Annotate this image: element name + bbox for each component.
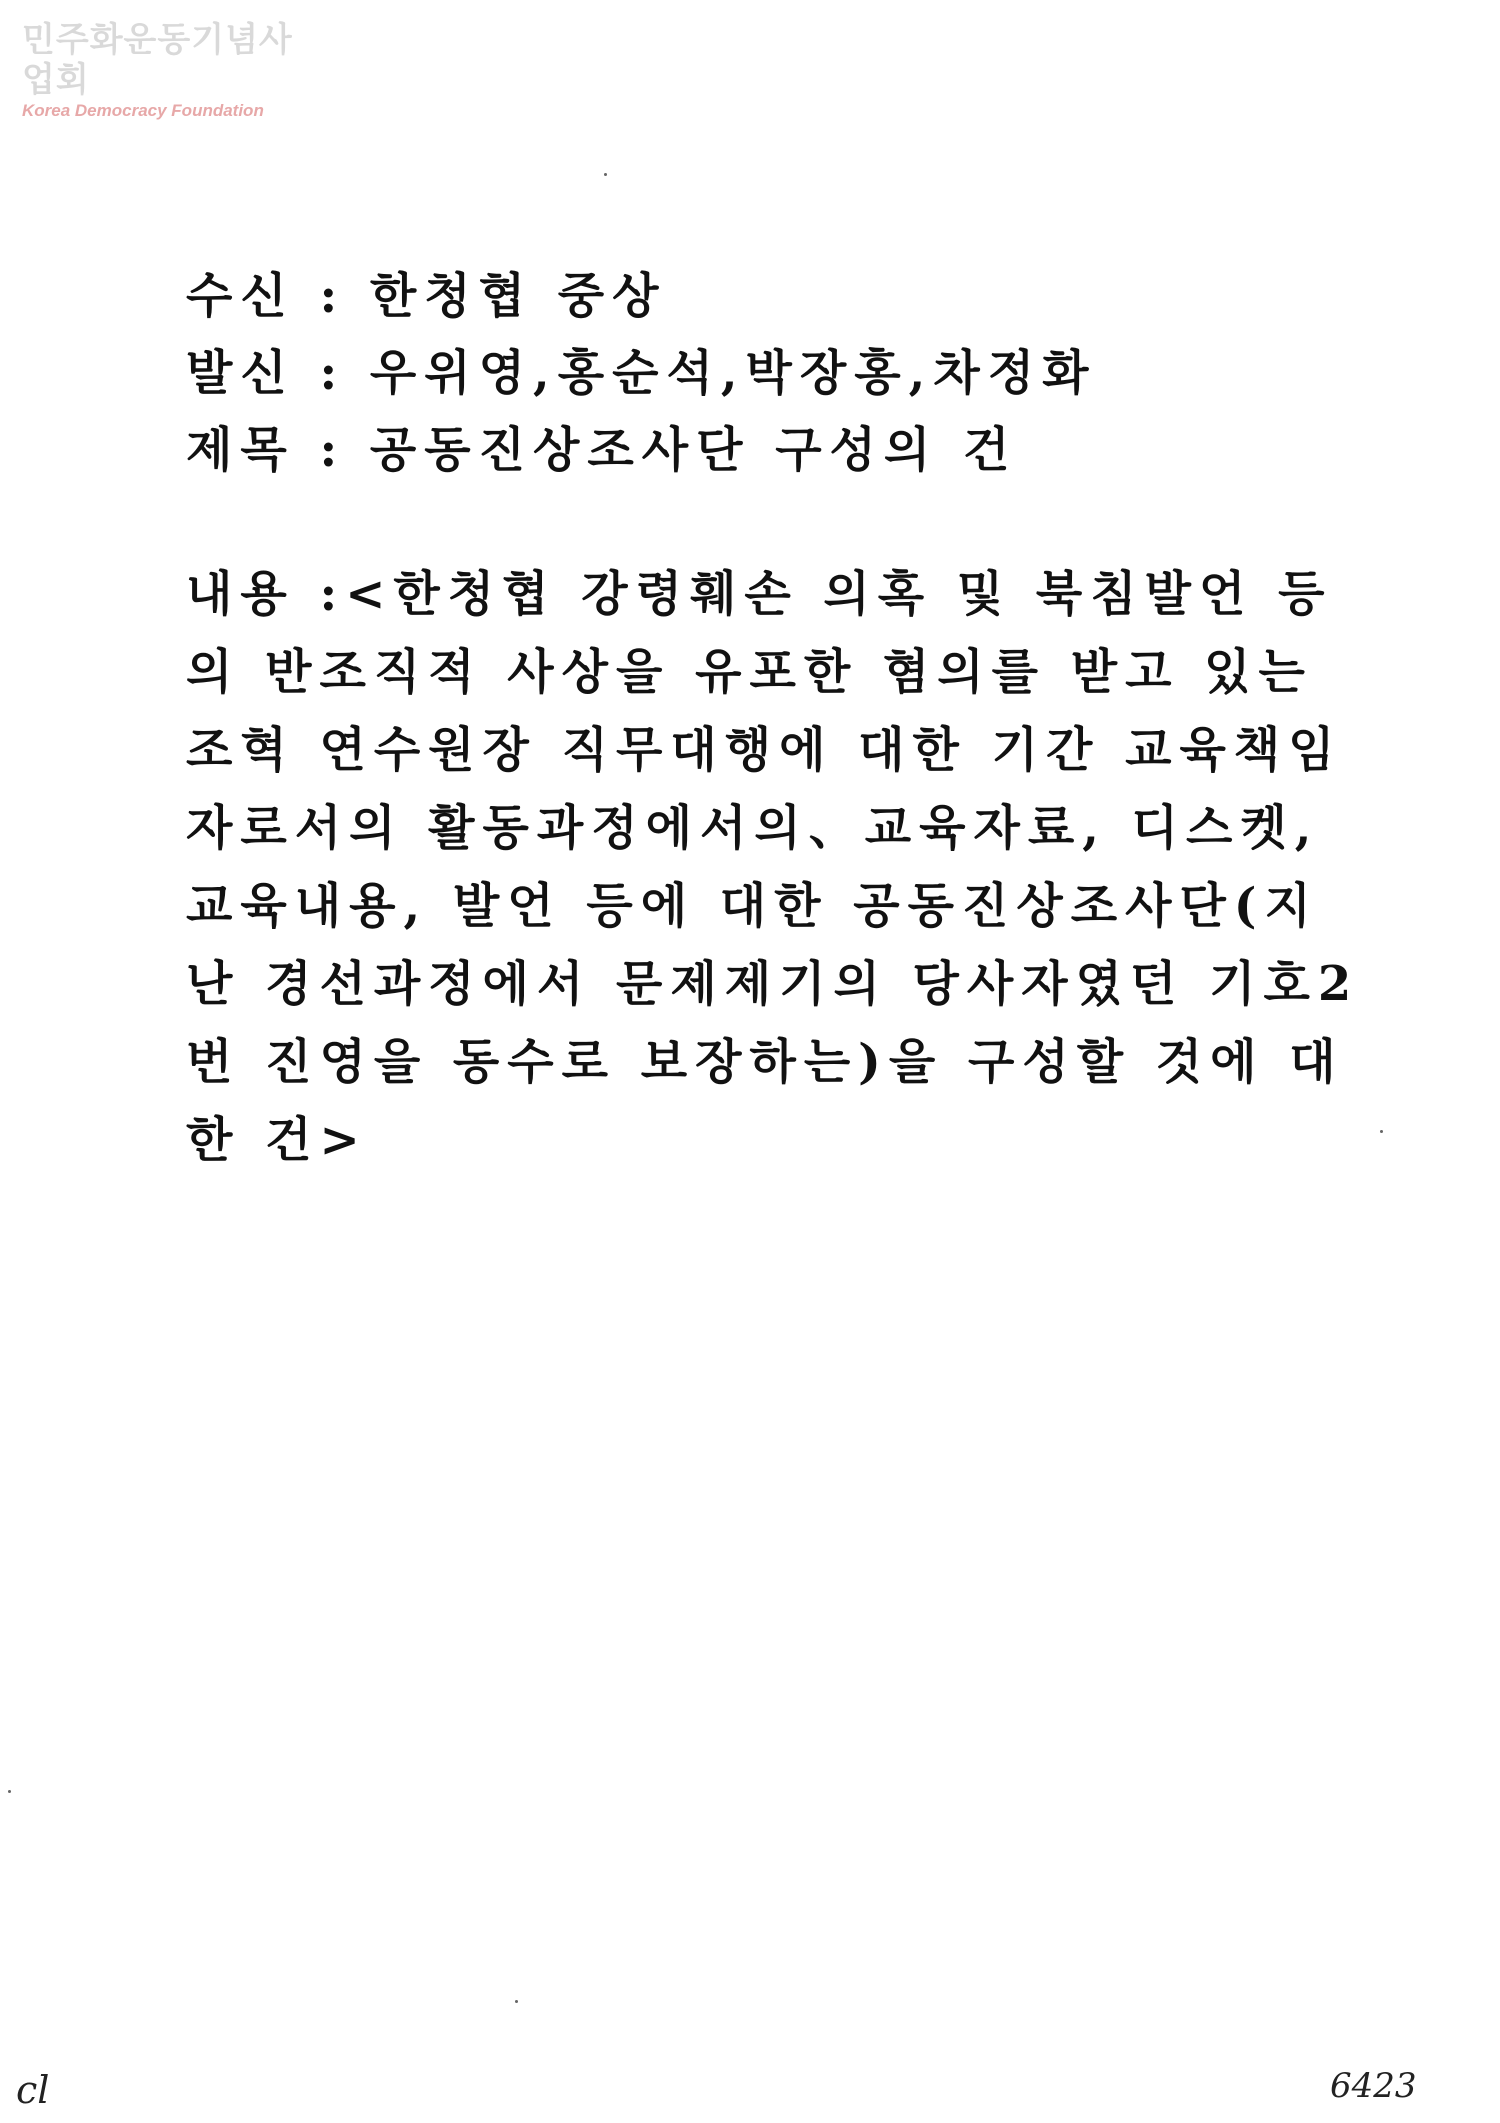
handwritten-page-number: 6423: [1330, 2066, 1417, 2106]
recipient-value: 한청협 중상: [369, 268, 667, 324]
content-line: 의 반조직적 사상을 유포한 혐의를 받고 있는: [186, 644, 1313, 700]
sender-row: [186, 335, 1316, 412]
content-label: 내용: [186, 566, 295, 622]
subject-label: 제목: [186, 422, 295, 478]
watermark-korean: 민주화운동기념사업회: [22, 20, 293, 100]
recipient-row: [186, 258, 1316, 335]
content-block: [186, 555, 1360, 1179]
subject-separator: :: [319, 422, 346, 478]
scan-speck: [515, 2000, 518, 2003]
content-line: 교육내용, 발언 등에 대한 공동진상조사단(지: [186, 878, 1319, 934]
content-line: 자로서의 활동과정에서의、교육자료, 디스켓,: [186, 800, 1320, 856]
foundation-watermark: [22, 20, 322, 122]
sender-separator: :: [319, 345, 346, 401]
sender-label: 발신: [186, 345, 295, 401]
content-separator: :: [319, 566, 346, 622]
subject-row: [186, 412, 1316, 489]
watermark-english: Korea Democracy Foundation: [22, 101, 264, 120]
recipient-separator: :: [319, 268, 346, 324]
content-line: 한 건>: [186, 1112, 368, 1168]
recipient-label: 수신: [186, 268, 295, 324]
content-line: 번 진영을 동수로 보장하는)을 구성할 것에 대: [186, 1034, 1344, 1090]
sender-value: 우위영,홍순석,박장홍,차정화: [369, 345, 1097, 401]
scan-speck: [8, 1790, 11, 1793]
content-line: 조혁 연수원장 직무대행에 대한 기간 교육책임: [186, 722, 1343, 778]
content-text: <한청협 강령훼손 의혹 및 북침발언 등: [345, 566, 1333, 622]
content-line: 난 경선과정에서 문제제기의 당사자였던 기호2: [186, 956, 1360, 1012]
scan-speck: [1380, 1130, 1383, 1133]
memo-document: [186, 258, 1360, 1179]
handwritten-note-left: cl: [16, 2068, 50, 2112]
scan-speck: [604, 173, 607, 176]
content-line-1: [186, 555, 1333, 633]
subject-value: 공동진상조사단 구성의 건: [369, 422, 1018, 478]
